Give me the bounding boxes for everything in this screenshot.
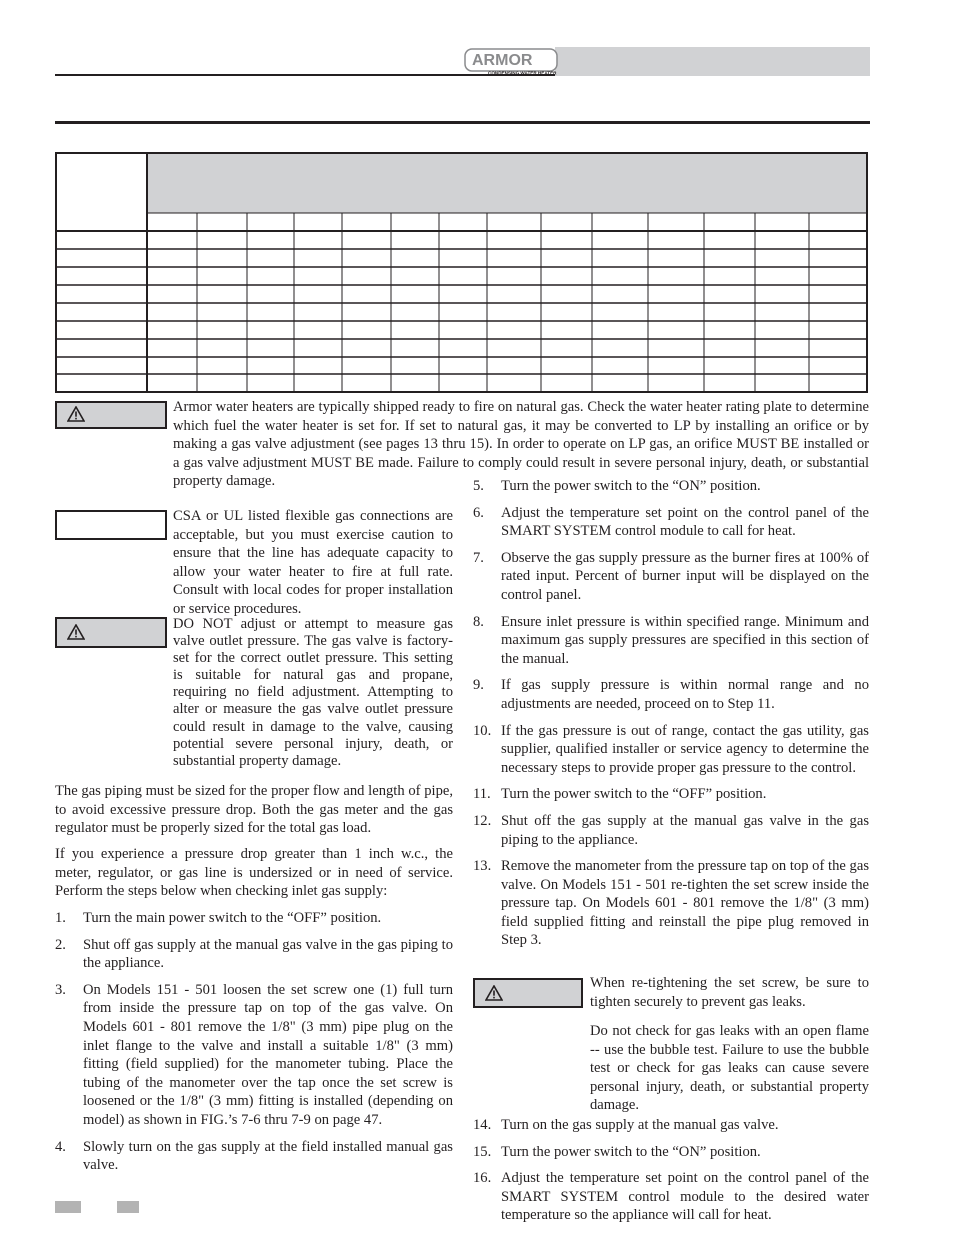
warning-label-2 (55, 617, 167, 648)
steps-list-right-final (473, 1116, 869, 1225)
step-item: 5. Turn the power switch to the “ON” position. (473, 478, 761, 494)
warning-label-1 (55, 401, 167, 429)
caution-label (473, 978, 583, 1008)
step-item: 16. Adjust the temperature set point on the control panel of the SMART SYSTEM control module to the desired water temperature so the appliance will call for heat. (473, 1170, 869, 1224)
steps-list-left (55, 909, 453, 1175)
armor-logo (464, 46, 564, 76)
caution-text-2: Do not check for gas leaks with an open flame -- use the bubble test. Failure to use the bubble test or check for gas leaks can cause severe personal injury, death, or substantial property damage. (590, 1023, 869, 1114)
logo-text: ARMOR (472, 52, 533, 69)
step-item: 6. Adjust the temperature set point on the control panel of the SMART SYSTEM control module to call for heat. (473, 504, 869, 540)
body-paragraph-1: The gas piping must be sized for the proper flow and length of pipe, to avoid excessive pressure drop. Both the gas meter and the gas regulator must be properly sized for the total gas load. (55, 783, 453, 837)
table-header-fill (147, 154, 866, 213)
step-item: 10. If the gas pressure is out of range, contact the gas utility, gas supplier, qualified installer or service agency to determine the necessary steps to provide proper gas pressure to the control. (473, 722, 869, 776)
warning-text-1: Armor water heaters are typically shipped ready to fire on natural gas. Check the water heater rating plate to determine which fuel the water heater is set for. If set to natural gas, it may be converted to LP by installing an orifice or by making a gas valve adjustment (see pages 13 thru 15). In order to operate on LP gas, an orifice MUST BE installed or a gas valve adjustment MUST BE made. Failure to comply could result in severe personal injury, death, or substantial property damage. (173, 399, 869, 490)
step-item: 14. Turn on the gas supply at the manual gas valve. (473, 1117, 779, 1133)
step-item: 1. Turn the main power switch to the “OFF” position. (55, 910, 382, 926)
warning-icon (67, 624, 85, 640)
step-item: 2. Shut off gas supply at the manual gas valve in the gas piping to the appliance. (55, 936, 453, 972)
footer-tab (55, 1201, 81, 1213)
step-item: 9. If gas supply pressure is within normal range and no adjustments are needed, proceed on to Step 11. (473, 677, 869, 712)
step-item: 7. Observe the gas supply pressure as the burner fires at 100% of rated input. Percent of burner input will be displayed on the control panel. (473, 549, 869, 603)
caution-text-1: When re-tightening the set screw, be sure to tighten securely to prevent gas leaks. (590, 975, 869, 1010)
warning-icon (67, 406, 85, 422)
header-bar (555, 47, 870, 76)
body-paragraph-2: If you experience a pressure drop greater than 1 inch w.c., the meter, regulator, or gas line is undersized or in need of service. Perform the steps below when checking inlet gas supply: (55, 846, 453, 900)
step-item: 3. On Models 151 - 501 loosen the set screw one (1) full turn from inside the pressure tap on top of the gas valve. On Models 601 - 801 remove the 1/8" (3 mm) pipe plug on the inlet flange to the valve and install a suitable 1/8" (3 mm) fitting (field supplied) for the manometer tubing. Place the tubing of the manometer over the tap once the set screw is loosened or the 1/8" (3 mm) fitting is installed (depending on model) as shown in FIG.’s 7-6 thru 7-9 on page 47. (55, 981, 453, 1128)
step-item: 8. Ensure inlet pressure is within specified range. Minimum and maximum gas supply pressures are specified in this section of the manual. (473, 613, 869, 667)
gas-table (55, 152, 868, 393)
logo-subtext: CONDENSING WATER HEATER (488, 70, 557, 76)
step-item: 12. Shut off the gas supply at the manual gas valve in the gas piping to the appliance. (473, 812, 869, 848)
warning-text-2: DO NOT adjust or attempt to measure gas valve outlet pressure. The gas valve is factory-set for the correct outlet pressure. This setting is suitable for natural gas and propane, requiring no field adjustment. Attempting to alter or measure the gas valve outlet pressure could result in damage to the valve, causing potential severe personal injury, death, or substantial property damage. (173, 616, 453, 769)
steps-list-right (473, 477, 869, 950)
step-item: 13. Remove the manometer from the pressure tap on top of the gas valve. On Models 151 - 501 re-tighten the set screw inside the pressure tap. On Models 601 - 801 remove the 1/8" (3 mm) field supplied fitting and reinstall the pipe plug removed in Step 3. (473, 858, 869, 949)
step-item: 15. Turn the power switch to the “ON” position. (473, 1143, 761, 1160)
notice-flex-text: CSA or UL listed flexible gas connections are acceptable, but you must exercise caution to ensure that the line has adequate capacity to allow your water heater to fire at full rate. Consult with local codes for proper installation or service procedures. (173, 508, 453, 617)
section-rule (55, 121, 870, 124)
step-item: 4. Slowly turn on the gas supply at the field installed manual gas valve. (55, 1138, 453, 1174)
notice-label (55, 510, 167, 540)
warning-icon (485, 985, 503, 1001)
footer-tab (117, 1201, 139, 1213)
step-item: 11. Turn the power switch to the “OFF” position. (473, 786, 767, 803)
